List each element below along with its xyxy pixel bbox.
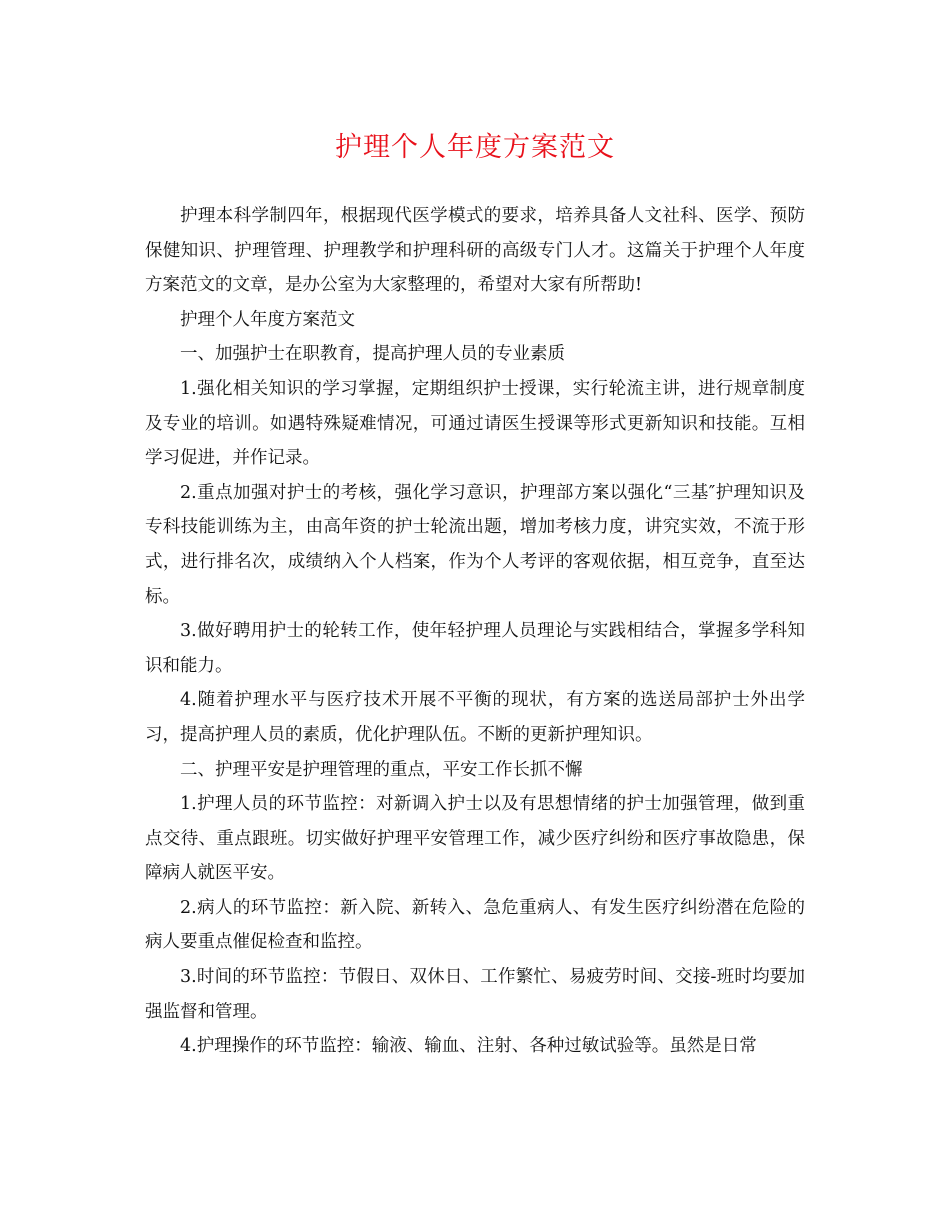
section-1-item-4: 4.随着护理水平与医疗技术开展不平衡的现状，有方案的选送局部护士外出学习，提高护理人员的素质，优化护理队伍。不断的更新护理知识。 xyxy=(145,690,805,745)
section-1-item-2: 2.重点加强对护士的考核，强化学习意识，护理部方案以强化“三基″护理知识及专科技能训练为主，由高年资的护士轮流出题，增加考核力度，讲究实效，不流于形式，进行排名次，成绩纳入个人档案，作为个人考评的客观依据，相互竞争，直至达标。 xyxy=(145,482,805,607)
section-2-item-3: 3.时间的环节监控：节假日、双休日、工作繁忙、易疲劳时间、交接-班时均要加强监督和管理。 xyxy=(145,967,805,1022)
document-title: 护理个人年度方案范文 xyxy=(335,132,615,163)
section-2-item-1: 1.护理人员的环节监控：对新调入护士以及有思想情绪的护士加强管理，做到重点交待、重点跟班。切实做好护理平安管理工作，减少医疗纠纷和医疗事故隐患，保障病人就医平安。 xyxy=(145,794,805,884)
document-body xyxy=(145,199,805,1064)
subtitle-paragraph: 护理个人年度方案范文 xyxy=(180,309,355,330)
section-2-item-4: 4.护理操作的环节监控：输液、输血、注射、各种过敏试验等。虽然是日常 xyxy=(180,1036,757,1057)
section-heading-2: 二、护理平安是护理管理的重点，平安工作长抓不懈 xyxy=(180,759,583,780)
intro-paragraph: 护理本科学制四年，根据现代医学模式的要求，培养具备人文社科、医学、预防保健知识、护理管理、护理教学和护理科研的高级专门人才。这篇关于护理个人年度方案范文的文章，是办公室为大家整理的，希望对大家有所帮助! xyxy=(145,206,805,296)
section-1-item-3: 3.做好聘用护士的轮转工作，使年轻护理人员理论与实践相结合，掌握多学科知识和能力。 xyxy=(145,621,805,676)
section-heading-1: 一、加强护士在职教育，提高护理人员的专业素质 xyxy=(180,344,565,365)
section-1-item-1: 1.强化相关知识的学习掌握，定期组织护士授课，实行轮流主讲，进行规章制度及专业的培训。如遇特殊疑难情况，可通过请医生授课等形式更新知识和技能。互相学习促进，并作记录。 xyxy=(145,378,805,469)
section-2-item-2: 2.病人的环节监控：新入院、新转入、急危重病人、有发生医疗纠纷潜在危险的病人要重点催促检查和监控。 xyxy=(145,897,805,953)
